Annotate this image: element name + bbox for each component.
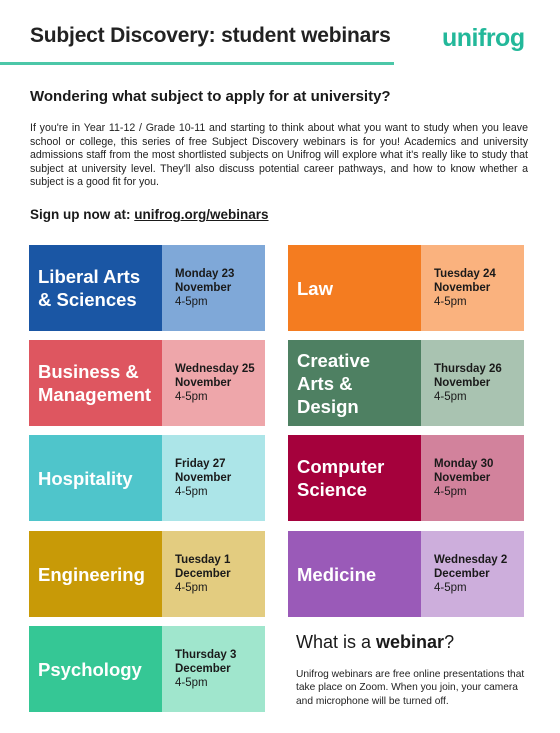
webinar-date — [421, 531, 524, 617]
webinar-day: Thursday 26 — [434, 363, 502, 375]
webinar-day: Thursday 3 — [175, 649, 237, 661]
webinar-date — [162, 626, 265, 712]
webinar-time: 4-5pm — [175, 296, 208, 308]
subject-label: Psychology — [29, 626, 162, 712]
webinar-date — [162, 531, 265, 617]
webinar-description: Unifrog webinars are free online presentations that take place on Zoom. When you join, your camera and microphone will be turned off. — [296, 669, 525, 707]
webinar-day: Monday 30 — [434, 458, 494, 470]
webinar-day: Tuesday 24 — [434, 268, 496, 280]
subject-label: Computer Science — [288, 435, 421, 521]
webinar-time: 4-5pm — [434, 486, 467, 498]
webinar-heading-suffix: ? — [444, 632, 455, 652]
unifrog-logo: unifrog — [442, 24, 525, 52]
webinar-day: Wednesday 25 — [175, 363, 255, 375]
webinar-card-medicine — [288, 531, 524, 617]
webinar-card-creative-arts — [288, 340, 524, 426]
webinar-card-computer-science — [288, 435, 524, 521]
webinar-month: December — [434, 568, 490, 580]
webinar-month: November — [175, 282, 232, 294]
webinar-time: 4-5pm — [434, 296, 467, 308]
webinar-month: November — [434, 282, 491, 294]
subject-label: Medicine — [288, 531, 421, 617]
subject-label: Creative Arts & Design — [288, 340, 421, 426]
webinar-date — [421, 435, 524, 521]
subject-label: Business & Management — [29, 340, 162, 426]
webinar-day: Friday 27 — [175, 458, 226, 470]
subject-label: Engineering — [29, 531, 162, 617]
webinar-card-psychology — [29, 626, 265, 712]
webinar-month: December — [175, 568, 231, 580]
subject-label: Law — [288, 245, 421, 331]
webinar-date — [162, 340, 265, 426]
webinar-time: 4-5pm — [434, 391, 467, 403]
webinar-card-business — [29, 340, 265, 426]
intro-body: If you're in Year 11-12 / Grade 10-11 and starting to think about what you want to study when you leave school or college, this series of free Subject Discovery webinars is for you! Academics and university admissions staff from the most shortlisted subjects on Unifrog will explore what it's really like to study that subject at university level. They'll also discuss potential career pathways, and how to know whether a subject is a good fit for you. — [30, 122, 528, 189]
webinar-date — [162, 245, 265, 331]
webinar-time: 4-5pm — [175, 677, 208, 689]
webinar-heading — [296, 632, 454, 653]
subject-label: Liberal Arts & Sciences — [29, 245, 162, 331]
signup-link[interactable]: unifrog.org/webinars — [134, 207, 269, 222]
webinar-time: 4-5pm — [434, 582, 467, 594]
webinar-month: December — [175, 663, 231, 675]
webinar-month: November — [434, 472, 491, 484]
webinar-card-law — [288, 245, 524, 331]
intro-question: Wondering what subject to apply for at university? — [30, 88, 391, 105]
webinar-heading-prefix: What is a — [296, 632, 377, 652]
subject-label: Hospitality — [29, 435, 162, 521]
signup-line — [30, 207, 269, 222]
webinar-time: 4-5pm — [175, 582, 208, 594]
webinar-day: Wednesday 2 — [434, 554, 508, 566]
webinar-day: Tuesday 1 — [175, 554, 231, 566]
webinar-time: 4-5pm — [175, 486, 208, 498]
webinar-month: November — [175, 377, 232, 389]
header-rule — [0, 62, 394, 65]
webinar-card-liberal-arts — [29, 245, 265, 331]
webinar-heading-bold: webinar — [376, 632, 445, 652]
webinar-date — [162, 435, 265, 521]
webinar-month: November — [175, 472, 232, 484]
webinar-time: 4-5pm — [175, 391, 208, 403]
webinar-month: November — [434, 377, 491, 389]
webinar-date — [421, 340, 524, 426]
page-title: Subject Discovery: student webinars — [30, 24, 391, 47]
webinar-card-hospitality — [29, 435, 265, 521]
signup-prefix: Sign up now at: — [30, 207, 135, 222]
webinar-day: Monday 23 — [175, 268, 235, 280]
webinar-card-engineering — [29, 531, 265, 617]
webinar-date — [421, 245, 524, 331]
